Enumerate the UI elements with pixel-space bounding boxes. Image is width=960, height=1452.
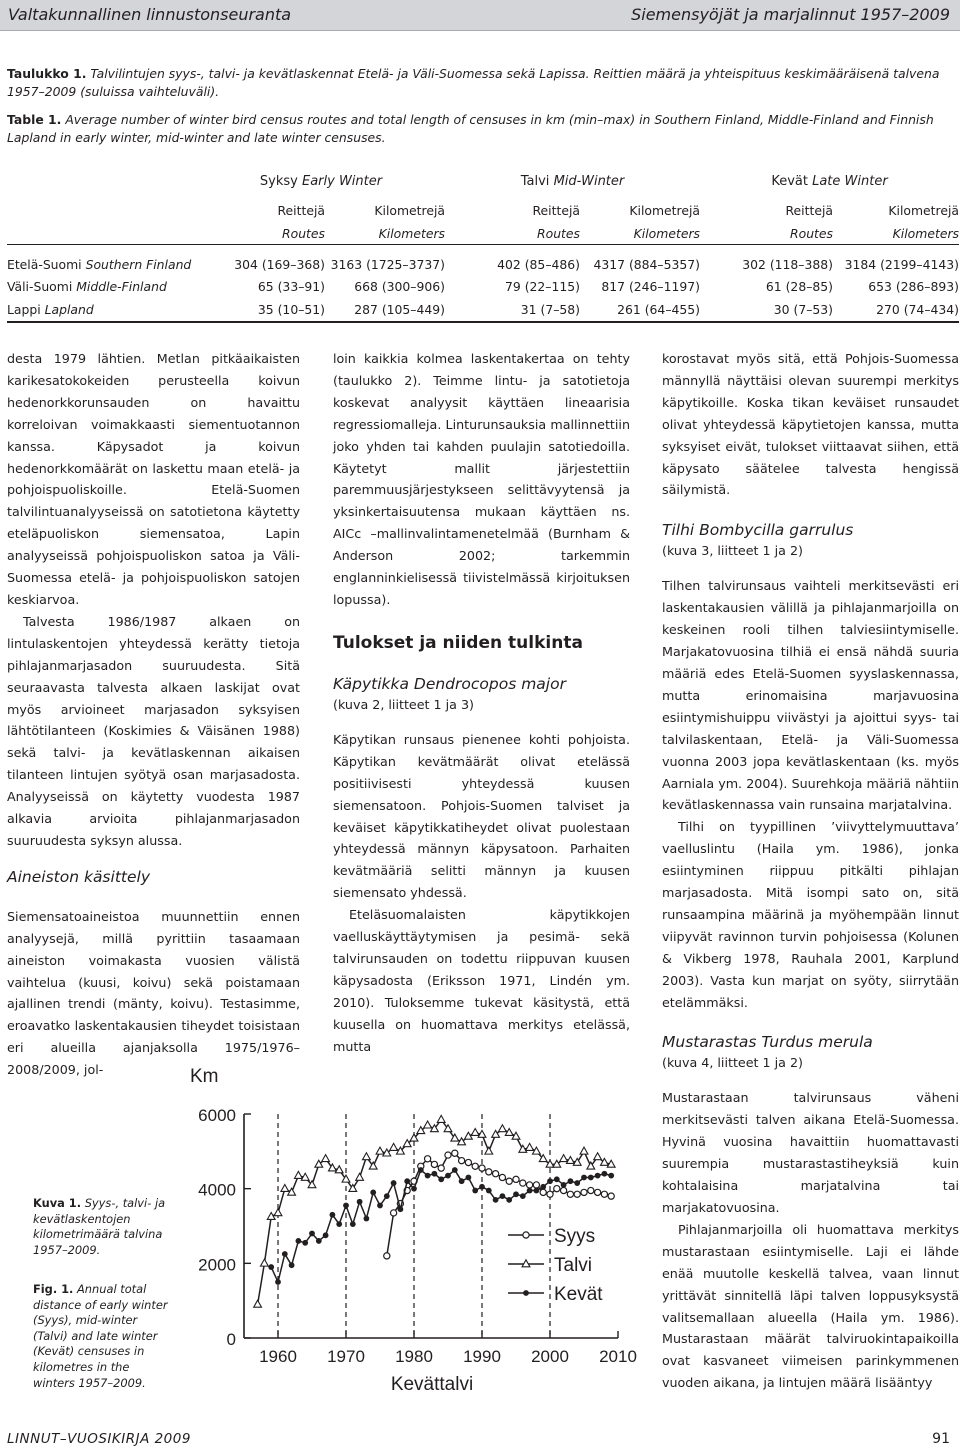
- running-header-left: Valtakunnallinen linnustonseuranta: [8, 5, 292, 24]
- text-column-2: [333, 348, 630, 1057]
- table-caption-en: [7, 111, 953, 146]
- data-point-talvi: [254, 1300, 262, 1307]
- species-reference: (kuva 2, liitteet 1 ja 3): [333, 696, 475, 712]
- data-point-syys: [588, 1187, 594, 1193]
- column-header: Kilometrejä: [629, 202, 700, 218]
- data-point-kevat: [486, 1188, 492, 1194]
- data-point-kevat: [602, 1171, 608, 1177]
- x-tick-label: 1990: [463, 1347, 501, 1366]
- data-point-talvi: [322, 1155, 330, 1162]
- data-point-talvi: [594, 1153, 602, 1160]
- column-header: Kilometrejä: [888, 202, 959, 218]
- data-point-syys: [581, 1189, 587, 1195]
- y-axis-label: Km: [190, 1066, 219, 1087]
- table-cell: 817 (246–1197): [601, 279, 700, 295]
- data-point-kevat: [588, 1175, 594, 1181]
- paragraph: Pihlajanmarjoilla oli huomattava merkitys mustarastaan esiintymiselle. Laji ei lähde enää muutolle keskellä talvea, vaan linnut yrittävät sinnitellä läpi talven loppusyksystä valitsemallaan alueella (Haila ym. 1986). Mustarastaan määrät talviruokintapaikoilla ovat kasvaneet viimeisen parinkymmenen vuoden aikana, ja lintujen määrä lisääntyy: [662, 1221, 959, 1391]
- text-column-1: [7, 348, 300, 1081]
- data-point-syys: [431, 1161, 437, 1167]
- paragraph: Tilhen talvirunsaus vaihteli merkitsevästi eri laskentakausien välillä ja pihlajanmarjoilla on keskeinen rooli tilhen talviesiintymiselle. Marjakatovuosina tilhiä ei ensä nähdä suuria määriä edes Etelä-Suomen syyslaskennassa, mutta erinomaisina marjavuosina esiintymishuippu viivästyi ja ajoittui syys- tai talvilaskentaan, Etelä- ja Väli-Suomessa vuonna 2003 jopa kevätlaskentaan (ks. myös Aarniala ym. 2004). Suurehkoja määriä nähtiin kevätlaskennassa vain runsaina marjatalvina.: [662, 578, 959, 813]
- data-point-kevat: [540, 1184, 546, 1190]
- data-point-syys: [533, 1182, 539, 1188]
- table-caption-fi-text: Talvilintujen syys-, talvi- ja kevätlaskennat Etelä- ja Väli-Suomessa sekä Lapissa. Reittien määrä ja yhteispituus keskimääräisenä talvena 1957–2009 (suluissa vaihteluväli).: [7, 66, 940, 99]
- data-point-syys: [452, 1150, 458, 1156]
- data-point-syys: [493, 1171, 499, 1177]
- y-tick-label: 6000: [198, 1106, 236, 1125]
- data-point-talvi: [295, 1171, 303, 1178]
- data-point-talvi: [390, 1143, 398, 1150]
- legend-label: Syys: [554, 1226, 596, 1247]
- data-point-kevat: [493, 1197, 499, 1203]
- data-point-kevat: [472, 1188, 478, 1194]
- data-point-kevat: [432, 1171, 438, 1177]
- data-point-kevat: [364, 1216, 370, 1222]
- table-caption-fi: [7, 65, 953, 100]
- paragraph: desta 1979 lähtien. Metlan pitkäaikaisten karikesatokokeiden perusteella koivun hedenorkkorunsauden on havaittu korreloivan voimakkaasti siementuotannon kanssa. Käpysadot ja koivun hedenorkkomäärät on laskettu maan etelä- ja pohjoispuoliskoille. Etelä-Suomen talvilintuanalyyseissä on satotietona käytetty eteläpuoliskon siemensatoa, Lapin analyyseissä pohjoispuoliskon satoa ja Väli-Suomessa etelä- ja pohjoispuoliskon satojen keskiarvoa.: [7, 351, 300, 607]
- data-point-syys: [567, 1191, 573, 1197]
- table-cell: 668 (300–906): [354, 279, 445, 295]
- paragraph: Siemensatoaineistoa muunnettiin ennen analyysejä, millä pyrittiin tasaamaan aineiston voimakasta vuosien välistä vaihtelua (kuusi, koivu) sekä poistamaan ajallinen trendi (mänty, koivu). Testasimme, eroavatko laskentakausien tiheydet toisistaan eri alueilla ajanjaksolla 1975/1976–2008/2009, jol-: [7, 908, 300, 1078]
- data-point-kevat: [438, 1176, 444, 1182]
- figure-caption-fi-text: Syys-, talvi- ja kevätlaskentojen kilometrimäärä talvina 1957–2009.: [33, 1196, 166, 1257]
- x-tick-label: 2000: [531, 1347, 569, 1366]
- data-point-syys: [561, 1187, 567, 1193]
- data-point-syys: [479, 1165, 485, 1171]
- table-caption-en-label: Table 1.: [7, 112, 62, 127]
- data-point-kevat: [568, 1178, 574, 1184]
- figure-caption-en-text: Annual total distance of early winter (Syys), mid-winter (Talvi) and late winter (Kevät) censuses in kilometres in the winters 1957–2009.: [33, 1282, 168, 1390]
- table-cell: 261 (64–455): [617, 301, 700, 317]
- data-point-syys: [601, 1191, 607, 1197]
- data-point-syys: [391, 1210, 397, 1216]
- data-point-kevat: [595, 1173, 601, 1179]
- table-cell: 653 (286–893): [868, 279, 959, 295]
- data-point-talvi: [499, 1125, 507, 1132]
- x-tick-label: 1960: [259, 1347, 297, 1366]
- page-number: 91: [932, 1431, 950, 1447]
- y-tick-label: 0: [226, 1330, 236, 1349]
- data-point-talvi: [560, 1155, 568, 1162]
- column-header: Reittejä: [785, 202, 833, 218]
- series-talvi: [254, 1115, 615, 1307]
- table-cell: 61 (28–85): [765, 279, 833, 295]
- data-point-syys: [445, 1152, 451, 1158]
- data-point-kevat: [425, 1173, 431, 1179]
- data-point-syys: [574, 1191, 580, 1197]
- group-header: Syksy Early Winter: [259, 173, 383, 189]
- data-point-syys: [506, 1178, 512, 1184]
- data-point-syys: [554, 1186, 560, 1192]
- data-point-talvi: [437, 1115, 445, 1122]
- data-point-kevat: [581, 1175, 587, 1181]
- data-point-talvi: [376, 1147, 384, 1154]
- data-point-kevat: [377, 1203, 383, 1209]
- data-point-kevat: [554, 1176, 560, 1182]
- column-header: Kilometrejä: [374, 202, 445, 218]
- data-point-kevat: [282, 1251, 288, 1257]
- data-point-talvi: [363, 1153, 371, 1160]
- column-header-en: Kilometers: [633, 225, 700, 241]
- text-column-3: [662, 348, 959, 1394]
- data-point-talvi: [261, 1259, 269, 1266]
- table-cell: 3163 (1725–3737): [330, 256, 445, 272]
- footer-journal: LINNUT–VUOSIKIRJA 2009: [7, 1431, 191, 1447]
- group-header: Kevät Late Winter: [771, 173, 888, 189]
- table-row: [7, 276, 959, 299]
- data-point-talvi: [356, 1173, 364, 1180]
- species-heading: Käpytikka Dendrocopos major: [333, 674, 566, 693]
- data-point-kevat: [302, 1240, 308, 1246]
- data-point-syys: [438, 1165, 444, 1171]
- table-cell: 30 (7–53): [773, 301, 833, 317]
- data-point-kevat: [520, 1193, 526, 1199]
- figure-caption-en-label: Fig. 1.: [33, 1282, 74, 1296]
- data-point-kevat: [336, 1221, 342, 1227]
- paragraph: Mustarastaan talvirunsaus väheni merkitsevästi talven aikana Etelä-Suomessa. Hyvinä vuosina havaittiin huomattavasti suurempia mustarastastiheyksiä kuin kohtalaisina marjatalvina tai marjakatovuosina.: [662, 1090, 959, 1215]
- column-header-en: Routes: [790, 225, 833, 241]
- data-point-kevat: [384, 1193, 390, 1199]
- column-header: Reittejä: [277, 202, 325, 218]
- legend-label: Talvi: [554, 1255, 593, 1276]
- legend-marker: [523, 1232, 529, 1238]
- data-point-kevat: [534, 1188, 540, 1194]
- x-tick-label: 2010: [599, 1347, 637, 1366]
- region-cell: Etelä-Suomi Southern Finland: [7, 256, 192, 272]
- data-point-kevat: [574, 1180, 580, 1186]
- column-header-en: Routes: [282, 225, 325, 241]
- data-point-kevat: [608, 1173, 614, 1179]
- paragraph: Eteläsuomalaisten käpytikkojen vaelluskäyttäytymisen ja pesimä- sekä talvirunsauden on todettu riippuvan kuusen käpysadosta (Eriksson 1971, Lindén ym. 2010). Tuloksemme tukevat käsitystä, että kuusella on huomattava merkitys etelässä, mutta: [333, 907, 630, 1054]
- species-reference: (kuva 4, liitteet 1 ja 2): [662, 1055, 804, 1071]
- data-point-kevat: [323, 1232, 329, 1238]
- running-header-right: Siemensyöjät ja marjalinnut 1957–2009: [631, 5, 950, 24]
- data-point-kevat: [398, 1206, 404, 1212]
- data-point-syys: [608, 1193, 614, 1199]
- column-header-en: Kilometers: [378, 225, 445, 241]
- data-point-talvi: [424, 1121, 432, 1128]
- table-cell: 270 (74–434): [876, 301, 959, 317]
- column-header-en: Kilometers: [892, 225, 959, 241]
- data-point-syys: [425, 1156, 431, 1162]
- paragraph: Talvesta 1986/1987 alkaen on lintulaskentojen yhteydessä kerätty tietoja pihlajanmarjasadon suuruudesta. Sitä seuraavasta talvesta alkaen laskijat ovat myös arvioineet marjasadon syksyisen lähtötilanteen (Koskimies & Väisänen 1988) sekä talvi- ja kevätlaskennan aikaisen tilanteen lintujen syötyä osan marjasadosta. Analyyseissä on käytetty vuodesta 1987 alkavia arvioita pihlajanmarjasadon suuruudesta syksyn alussa.: [7, 613, 300, 848]
- data-point-kevat: [527, 1188, 533, 1194]
- species-reference: (kuva 3, liitteet 1 ja 2): [662, 543, 804, 559]
- legend-marker: [523, 1290, 529, 1296]
- data-point-kevat: [445, 1173, 451, 1179]
- x-axis-label: Kevättalvi: [390, 1374, 474, 1395]
- table-cell: 3184 (2199–4143): [844, 256, 959, 272]
- data-point-kevat: [500, 1193, 506, 1199]
- figure-caption-en: [33, 1282, 173, 1391]
- data-point-talvi: [580, 1147, 588, 1154]
- data-point-kevat: [561, 1182, 567, 1188]
- table-cell: 4317 (884–5357): [593, 256, 700, 272]
- table-row: [7, 298, 959, 322]
- y-tick-label: 2000: [198, 1255, 236, 1275]
- legend-entry-syys: [508, 1226, 595, 1247]
- data-point-kevat: [370, 1190, 376, 1196]
- paragraph: loin kaikkia kolmea laskentakertaa on tehty (taulukko 2). Teimme lintu- ja satotietoja koskevat analyysit käyttäen lineaarisia regressiomalleja. Linturunsauksia mallinnettiin joko yhden tai kahden puulajin satotiedoilla. Käytetyt mallit järjestettiin paremmuusjärjestykseen selittävyytensä ja yksinkertaisuutensa mukaan käyttäen ns. AICc –mallinvalintamenetelmää (Burnham & Anderson 2002; tarkemmin englanninkielisessä tiivistelmässä kirjoituksen lopussa).: [333, 351, 630, 607]
- data-point-talvi: [526, 1143, 534, 1150]
- data-point-kevat: [404, 1178, 410, 1184]
- table-cell: 79 (22–115): [505, 279, 580, 295]
- paragraph: Käpytikan runsaus pienenee kohti pohjoista. Käpytikan kevätmäärät olivat etelässä positiivisesti yhteydessä kuusen siemensatoon. Pohjois-Suomen talviset ja keväiset käpytikkatiheydet olivat puolestaan yhteydessä männyn käpysatoon. Parhaiten kevätmääriä selitti männyn ja kuusen siemensato yhdessä.: [333, 731, 630, 901]
- table-cell: 287 (105–449): [354, 301, 445, 317]
- data-point-kevat: [330, 1212, 336, 1218]
- data-point-kevat: [391, 1180, 397, 1186]
- x-tick-label: 1980: [395, 1347, 433, 1366]
- data-point-syys: [547, 1191, 553, 1197]
- data-point-kevat: [268, 1264, 274, 1270]
- paragraph: korostavat myös sitä, että Pohjois-Suomessa männyllä näyttäisi olevan suurempi merkitys käpytikoille. Koska tikan keväiset runsaudet olivat yhteydessä käpytietojen kanssa, mutta syksyiset eivät, tulokset viittaavat siihen, että käpysato säätelee talvesta hengissä säilymistä.: [662, 351, 959, 498]
- column-header-en: Routes: [537, 225, 580, 241]
- column-header: Reittejä: [532, 202, 580, 218]
- data-point-kevat: [547, 1178, 553, 1184]
- table-cell: 31 (7–58): [520, 301, 580, 317]
- data-point-kevat: [309, 1231, 315, 1237]
- data-point-kevat: [350, 1221, 356, 1227]
- distance-line-chart: [172, 1058, 662, 1398]
- data-point-syys: [595, 1189, 601, 1195]
- paragraph: Tilhi on tyypillinen ’viivyttelymuuttava’ vaelluslintu (Haila ym. 1986), jonka esiintyminen riippuu pitkälti pihlajan marjasadosta. Mitä isompi sato on, sitä runsaampina määrinä ja myöhempään linnut viipyvät ravinnon turvin pohjoisessa (Kolunen & Vikberg 1978, Rauhala 2001, Karplund 2003). Vasta kun marjat on syöty, siirrytään etelämmäksi.: [662, 819, 959, 1010]
- table-row: [7, 245, 959, 276]
- table-caption-fi-label: Taulukko 1.: [7, 66, 87, 81]
- legend-entry-kevat: [508, 1284, 603, 1305]
- running-header: [0, 0, 960, 31]
- data-point-syys: [513, 1176, 519, 1182]
- table-cell: 402 (85–486): [497, 256, 580, 272]
- data-point-kevat: [459, 1178, 465, 1184]
- data-point-syys: [384, 1253, 390, 1259]
- table-caption-en-text: Average number of winter bird census routes and total length of censuses in km (min–max) in Southern Finland, Middle-Finland and Finnish Lapland in early winter, mid-winter and late winter censuses.: [7, 112, 934, 145]
- data-point-kevat: [296, 1238, 302, 1244]
- x-tick-label: 1970: [327, 1347, 365, 1366]
- data-point-syys: [540, 1189, 546, 1195]
- species-heading: Tilhi Bombycilla garrulus: [662, 521, 854, 540]
- census-table: [7, 168, 959, 323]
- series-line-talvi: [258, 1120, 612, 1305]
- table-cell: 65 (33–91): [257, 279, 325, 295]
- data-point-syys: [459, 1158, 465, 1164]
- data-point-syys: [472, 1163, 478, 1169]
- data-point-talvi: [274, 1209, 282, 1216]
- data-point-talvi: [281, 1184, 289, 1191]
- section-heading: Aineiston käsittely: [7, 867, 150, 886]
- data-point-syys: [465, 1159, 471, 1165]
- region-cell: Lappi Lapland: [7, 301, 94, 317]
- data-point-kevat: [411, 1186, 417, 1192]
- data-point-kevat: [466, 1175, 472, 1181]
- group-header: Talvi Mid-Winter: [520, 173, 625, 189]
- section-heading: Tulokset ja niiden tulkinta: [333, 632, 583, 653]
- data-point-syys: [527, 1182, 533, 1188]
- data-point-talvi: [471, 1128, 479, 1135]
- data-point-kevat: [479, 1184, 485, 1190]
- figure-caption-fi-label: Kuva 1.: [33, 1196, 82, 1210]
- data-point-kevat: [316, 1238, 322, 1244]
- table-cell: 304 (169–368): [234, 256, 325, 272]
- data-point-kevat: [357, 1199, 363, 1205]
- table-cell: 35 (10–51): [257, 301, 325, 317]
- species-heading: Mustarastas Turdus merula: [662, 1033, 873, 1052]
- y-tick-label: 4000: [198, 1180, 236, 1200]
- data-point-syys: [520, 1180, 526, 1186]
- data-point-kevat: [275, 1279, 281, 1285]
- data-point-kevat: [418, 1167, 424, 1173]
- data-point-kevat: [452, 1167, 458, 1173]
- data-point-syys: [486, 1169, 492, 1175]
- data-point-kevat: [289, 1262, 295, 1268]
- table-cell: 302 (118–388): [742, 256, 833, 272]
- data-point-syys: [499, 1174, 505, 1180]
- region-cell: Väli-Suomi Middle-Finland: [7, 279, 167, 295]
- data-point-kevat: [506, 1197, 512, 1203]
- legend-label: Kevät: [554, 1284, 603, 1305]
- data-point-kevat: [343, 1203, 349, 1209]
- data-point-kevat: [513, 1191, 519, 1197]
- data-point-talvi: [485, 1147, 493, 1154]
- figure-caption-fi: [33, 1196, 173, 1258]
